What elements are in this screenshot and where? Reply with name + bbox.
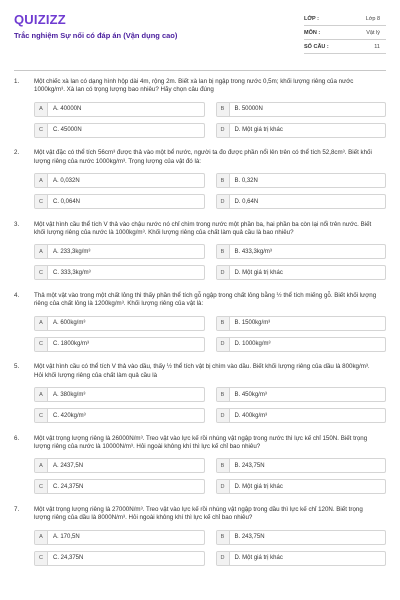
answer-option[interactable] [216,244,387,259]
option-text: B. 50000N [234,106,263,113]
option-text: A. 0,032N [53,177,80,184]
question-text: Một vật hình cầu có thể tích V thả vào dầu, thấy ½ thể tích vật bị chìm vào dầu. Biết khối lượng riêng của dầu là 800kg/m³. Hỏi khối lượng riêng của chất làm quả cầu là [34,363,370,379]
option-letter: B [217,103,230,116]
answer-option[interactable] [216,551,387,566]
question-item [14,78,386,138]
option-letter: C [35,552,48,565]
option-text: D. 400kg/m³ [234,412,268,419]
question-number: 5. [14,363,20,371]
answer-option[interactable] [216,479,387,494]
option-text: B. 433,3kg/m³ [234,248,272,255]
meta-value: Vật lý [366,29,380,36]
option-text: C. 0,064N [53,198,81,205]
question-number: 3. [14,220,20,228]
option-letter: B [217,388,230,401]
question-header [14,149,386,166]
answer-option[interactable] [34,316,205,331]
question-header [14,221,386,238]
answer-option[interactable] [34,194,205,209]
answer-option[interactable] [216,316,387,331]
option-letter: B [217,317,230,330]
quizizz-logo[interactable]: QUIZIZZ [14,12,66,27]
meta-label: SỐ CÂU : [304,43,329,50]
answer-option[interactable] [34,458,205,473]
option-letter: A [35,103,48,116]
option-text: B. 243,75N [234,462,265,469]
answer-option[interactable] [34,387,205,402]
option-text: A. 2437,5N [53,462,84,469]
option-text: D. 1000kg/m³ [234,341,271,348]
meta-row [304,12,386,26]
answer-option[interactable] [216,337,387,352]
header-divider [14,70,386,71]
option-letter: D [217,552,230,565]
answer-options [14,102,386,138]
option-letter: C [35,338,48,351]
meta-row [304,26,386,40]
question-item [14,363,386,423]
option-letter: D [217,480,230,493]
option-text: A. 170,5N [53,534,80,541]
question-header [14,506,386,523]
answer-options [14,458,386,494]
worksheet-header [0,0,400,62]
answer-options [14,530,386,566]
option-letter: B [217,174,230,187]
option-text: A. 380kg/m³ [53,391,86,398]
question-number: 2. [14,149,20,157]
question-number: 7. [14,505,20,513]
question-item [14,435,386,495]
answer-option[interactable] [34,551,205,566]
option-text: D. Một giá trị khác [234,269,283,276]
question-number: 4. [14,291,20,299]
option-text: B. 0,32N [234,177,258,184]
answer-option[interactable] [216,530,387,545]
option-text: B. 243,75N [234,534,265,541]
answer-option[interactable] [216,194,387,209]
meta-table [304,12,386,54]
question-text: Một vật trọng lượng riêng là 26000N/m³. Treo vật vào lực kế rồi nhúng vật ngập trong nước thì lực kế chỉ 150N. Biết trọng lượng riêng của nước là 10000N/m³. Hỏi ngoài không khí thì lực kế chỉ bao nhiêu? [34,434,368,450]
answer-option[interactable] [216,387,387,402]
answer-options [14,173,386,209]
option-letter: B [217,245,230,258]
question-text: Một chiếc xà lan có dạng hình hộp dài 4m, rộng 2m. Biết xà lan bị ngập trong nước 0,5m; khối lượng riêng của nước 1000kg/m³. Xà lan có trọng lượng bao nhiêu? Hãy chọn câu đúng [34,78,354,94]
answer-option[interactable] [216,458,387,473]
answer-option[interactable] [216,102,387,117]
question-item [14,506,386,566]
option-letter: A [35,245,48,258]
option-letter: A [35,531,48,544]
option-letter: A [35,317,48,330]
answer-option[interactable] [34,173,205,188]
option-letter: C [35,195,48,208]
option-text: A. 600kg/m³ [53,320,86,327]
answer-option[interactable] [34,337,205,352]
question-item [14,149,386,209]
option-text: B. 450kg/m³ [234,391,267,398]
answer-option[interactable] [34,265,205,280]
option-letter: D [217,124,230,137]
answer-option[interactable] [34,479,205,494]
option-text: D. 0,64N [234,198,259,205]
option-letter: D [217,338,230,351]
option-text: C. 24,375N [53,483,84,490]
option-text: C. 333,3kg/m³ [53,269,91,276]
meta-row [304,40,386,54]
worksheet-title: Trắc nghiệm Sự nổi có đáp án (Vận dụng cao) [14,31,178,40]
option-text: D. Một giá trị khác [234,127,283,134]
question-text: Một vật hình cầu thể tích V thả vào chậu nước nó chỉ chìm trong nước một phần ba, hai phần ba còn lại nổi trên nước. Biết khối lượng riêng của nước là 1000kg/m³. Khối lượng riêng của chất làm quả cầu là bao nhiêu? [34,220,372,237]
option-text: D. Một giá trị khác [234,555,283,562]
question-item [14,292,386,352]
question-text: Một vật đặc có thể tích 56cm³ được thả vào một bể nước, người ta đo được phần nổi lên trên có thể tích 52,8cm³. Biết khối lượng riêng của nước 1000kg/m³. Trọng lượng của vật đó là: [34,149,372,165]
meta-label: MÔN : [304,29,321,36]
meta-label: LỚP : [304,15,319,22]
option-text: C. 420kg/m³ [53,412,86,419]
option-letter: D [217,409,230,422]
option-letter: C [35,409,48,422]
question-header [14,363,386,380]
answer-option[interactable] [216,408,387,423]
question-number: 1. [14,78,20,85]
option-letter: C [35,124,48,137]
option-text: C. 45000N [53,127,82,134]
answer-option[interactable] [34,530,205,545]
question-header [14,435,386,452]
answer-option[interactable] [216,123,387,138]
option-text: D. Một giá trị khác [234,483,283,490]
question-text: Một vật trọng lượng riêng là 27000N/m³. Treo vật vào lực kế rồi nhúng vật ngập trong dầu thì lực kế chỉ 120N. Biết trọng lượng riêng của dầu là 8000N/m³. Hỏi ngoài không khí thì lực kế chỉ bao nhiêu? [34,505,363,522]
question-list [14,78,386,577]
option-text: A. 233,3kg/m³ [53,248,91,255]
option-letter: D [217,266,230,279]
option-letter: C [35,480,48,493]
answer-option[interactable] [34,102,205,117]
option-letter: A [35,388,48,401]
question-text: Thả một vật vào trong một chất lỏng thì thấy phần thể tích gỗ ngập trong chất lỏng bằng ½ thể tích miếng gỗ. Biết khối lượng riêng của chất lỏng là 1200kg/m³. Khối lượng riêng của vật là: [34,291,377,308]
answer-option[interactable] [216,173,387,188]
option-letter: D [217,195,230,208]
option-letter: A [35,459,48,472]
answer-option[interactable] [34,244,205,259]
option-letter: B [217,459,230,472]
question-header [14,78,386,95]
option-text: C. 1800kg/m³ [53,341,90,348]
meta-value: 11 [374,43,380,50]
option-text: A. 40000N [53,106,82,113]
answer-options [14,244,386,280]
option-letter: C [35,266,48,279]
question-item [14,221,386,281]
answer-options [14,316,386,352]
meta-value: Lớp 8 [365,15,380,22]
answer-option[interactable] [216,265,387,280]
question-number: 6. [14,434,20,442]
answer-option[interactable] [34,123,205,138]
option-letter: B [217,531,230,544]
option-text: C. 24,375N [53,555,84,562]
option-text: B. 1500kg/m³ [234,320,271,327]
answer-option[interactable] [34,408,205,423]
option-letter: A [35,174,48,187]
answer-options [14,387,386,423]
question-header [14,292,386,309]
